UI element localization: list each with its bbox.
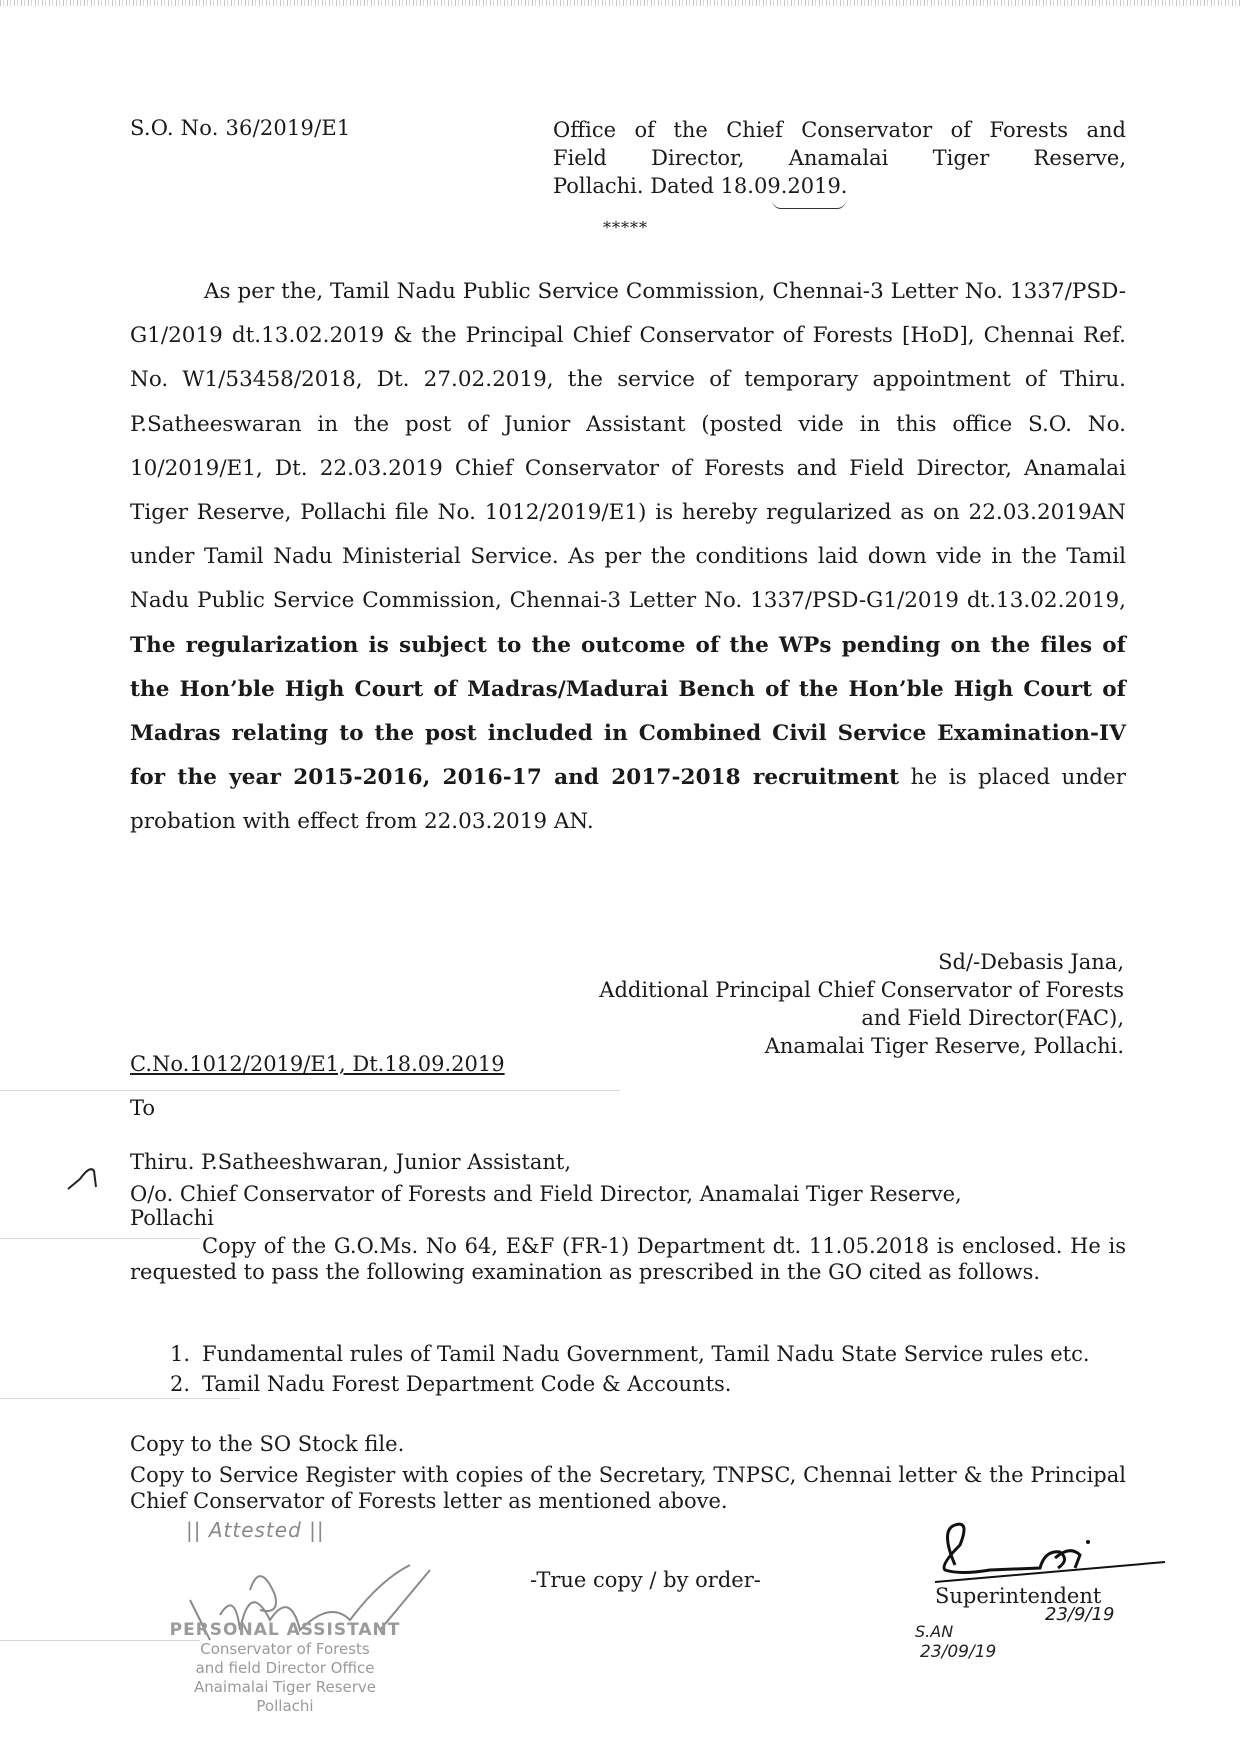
separator-stars: ***** [603,218,648,237]
exam-text: Tamil Nadu Forest Department Code & Accounts. [202,1372,732,1396]
stamp-line: Pollachi [256,1697,314,1715]
superintendent-signature-icon [930,1520,1170,1590]
tick-mark-icon [66,1163,108,1200]
to-label: To [130,1096,156,1120]
addressee-line: O/o. Chief Conservator of Forests and Field Director, Anamalai Tiger Reserve, [130,1182,962,1206]
date-handwritten-underline [772,200,846,209]
go-copy-text: Copy of the G.O.Ms. No 64, E&F (FR-1) Department dt. 11.05.2018 is enclosed. He is requested to pass the following examination as prescribed in the GO cited as follows. [130,1234,1126,1284]
copy-to-service-register: Copy to Service Register with copies of the Secretary, TNPSC, Chennai letter & the Principal Chief Conservator of Forests letter as mentioned above. [130,1463,1126,1513]
stamp-line: and field Director Office [195,1659,375,1677]
copy-to-stock-file: Copy to the SO Stock file. [130,1432,405,1456]
stamp-line: Conservator of Forests [200,1640,370,1658]
exam-item [130,1342,1126,1367]
true-copy-label: -True copy / by order- [530,1568,761,1592]
order-paragraph [130,270,1126,845]
scan-artifact-line [0,1090,620,1091]
handwritten-note: S.AN [915,1622,954,1641]
exam-text: Fundamental rules of Tamil Nadu Government, Tamil Nadu State Service rules etc. [202,1342,1090,1366]
order-text-probation: he is placed under probation with effect from 22.03.2019 AN. [130,765,1127,835]
reference-number: C.No.1012/2019/E1, Dt.18.09.2019 [130,1052,505,1076]
office-stamp [160,1620,410,1716]
exam-number: 2. [170,1372,191,1396]
superintendent-label: Superintendent [935,1584,1102,1608]
signatory-designation: and Field Director(FAC), [861,1006,1124,1030]
handwritten-date: 23/09/19 [920,1642,997,1662]
addressee-block [130,1150,1126,1230]
superintendent-date-handwritten: 23/9/19 [1045,1604,1115,1625]
office-heading [553,116,1126,200]
stamp-title: PERSONAL ASSISTANT [169,1620,401,1640]
attested-handwriting: || Attested || [186,1518,325,1542]
office-line: Field Director, Anamalai Tiger Reserve, [553,146,1126,170]
exam-item [130,1372,1126,1397]
so-number: S.O. No. 36/2019/E1 [130,116,351,140]
signatory-designation: Additional Principal Chief Conservator of Forests [599,978,1124,1002]
order-text-plain: As per the, Tamil Nadu Public Service Commission, Chennai-3 Letter No. 1337/PSD-G1/2019 dt.13.02.2019 & the Principal Chief Conservator of Forests [HoD], Chennai Ref. No. W1/53458/2018, Dt. 27.02.2019, the service of temporary appointment of Thiru. P.Satheeswaran in the post of Junior Assistant (posted vide in this office S.O. No. 10/2019/E1, Dt. 22.03.2019 Chief Conservator of Forests and Field Director, Anamalai Tiger Reserve, Pollachi file No. 1012/2019/E1) is hereby regularized as on 22.03.2019AN under Tamil Nadu Ministerial Service. As per the conditions laid down vide in the Tamil Nadu Public Service Commission, Chennai-3 Letter No. 1337/PSD-G1/2019 dt.13.02.2019, [130,279,1126,614]
signatory-office: Anamalai Tiger Reserve, Pollachi. [764,1034,1124,1058]
stamp-line: Anaimalai Tiger Reserve [193,1678,377,1696]
scan-edge-noise [0,0,1240,6]
office-line: Office of the Chief Conservator of Forests and [553,118,1126,142]
signatory-block [520,948,1124,1060]
signatory-name: Sd/-Debasis Jana, [938,950,1124,974]
order-text-bold: The regularization is subject to the outcome of the WPs pending on the files of the Hon’ble High Court of Madras/Madurai Bench of the Hon’ble High Court of Madras relating to the post included in Combined Civil Service Examination-IV for the year 2015-2016, 2016-17 and 2017-2018 recruitment [130,632,1126,791]
exam-number: 1. [170,1342,191,1366]
addressee-line: Thiru. P.Satheeshwaran, Junior Assistant, [130,1150,572,1174]
office-line-dated: Pollachi. Dated 18.09.2019. [553,174,848,198]
exam-list [130,1342,1126,1402]
go-copy-paragraph [130,1233,1126,1285]
addressee-line: Pollachi [130,1206,214,1230]
